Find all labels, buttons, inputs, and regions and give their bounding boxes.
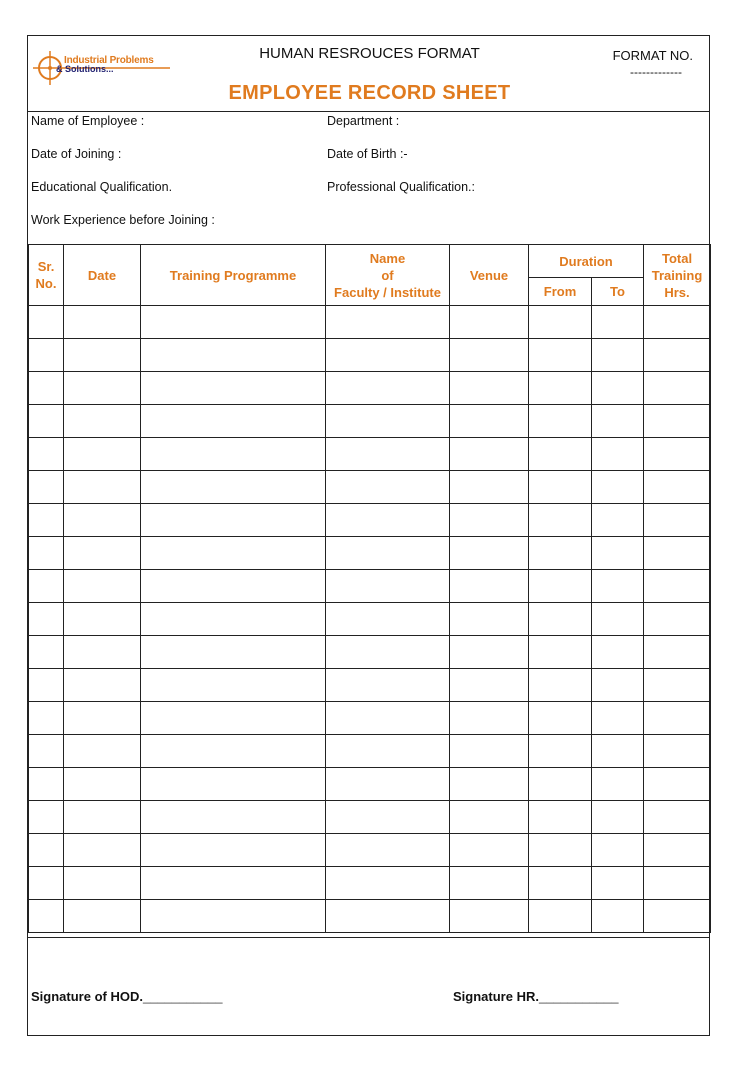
cell-venue[interactable]	[450, 405, 529, 438]
cell-sr[interactable]	[29, 405, 64, 438]
cell-to[interactable]	[592, 669, 644, 702]
cell-from[interactable]	[529, 471, 592, 504]
cell-faculty[interactable]	[326, 570, 450, 603]
table-row	[29, 504, 711, 537]
cell-date[interactable]	[64, 768, 141, 801]
cell-venue[interactable]	[450, 339, 529, 372]
cell-date[interactable]	[64, 339, 141, 372]
cell-from[interactable]	[529, 339, 592, 372]
training-table	[28, 244, 711, 933]
cell-to[interactable]	[592, 834, 644, 867]
cell-venue[interactable]	[450, 438, 529, 471]
cell-total[interactable]	[644, 636, 711, 669]
record-sheet	[27, 35, 710, 1036]
table-row	[29, 669, 711, 702]
table-row	[29, 768, 711, 801]
cell-programme[interactable]	[141, 768, 326, 801]
cell-total[interactable]	[644, 768, 711, 801]
cell-from[interactable]	[529, 867, 592, 900]
cell-from[interactable]	[529, 834, 592, 867]
cell-date[interactable]	[64, 537, 141, 570]
date-of-joining-field[interactable]: Date of Joining :	[31, 147, 122, 161]
cell-total[interactable]	[644, 669, 711, 702]
format-no-label: FORMAT NO.	[612, 48, 693, 63]
cell-venue[interactable]	[450, 669, 529, 702]
cell-total[interactable]	[644, 603, 711, 636]
header-training-programme: Training Programme	[141, 245, 326, 306]
cell-date[interactable]	[64, 867, 141, 900]
form-title: HUMAN RESROUCES FORMAT	[259, 45, 480, 62]
cell-programme[interactable]	[141, 405, 326, 438]
header-faculty-line-2: of	[381, 267, 394, 283]
cell-venue[interactable]	[450, 636, 529, 669]
cell-total[interactable]	[644, 438, 711, 471]
table-row	[29, 306, 711, 339]
professional-qualification-field[interactable]: Professional Qualification.:	[327, 180, 475, 194]
cell-faculty[interactable]	[326, 735, 450, 768]
table-row	[29, 735, 711, 768]
cell-sr[interactable]	[29, 867, 64, 900]
header-faculty	[326, 245, 450, 306]
header-from: From	[529, 278, 592, 306]
cell-to[interactable]	[592, 438, 644, 471]
table-row	[29, 900, 711, 933]
header-divider	[28, 111, 709, 112]
cell-total[interactable]	[644, 867, 711, 900]
header-total-hours	[644, 245, 711, 306]
cell-total[interactable]	[644, 504, 711, 537]
cell-date[interactable]	[64, 504, 141, 537]
cell-total[interactable]	[644, 537, 711, 570]
cell-sr[interactable]	[29, 504, 64, 537]
cell-total[interactable]	[644, 900, 711, 933]
training-table-body	[29, 306, 711, 933]
cell-total[interactable]	[644, 702, 711, 735]
cell-faculty[interactable]	[326, 504, 450, 537]
format-no-value: -------------	[630, 65, 682, 79]
sheet-title: EMPLOYEE RECORD SHEET	[228, 82, 511, 104]
cell-programme[interactable]	[141, 735, 326, 768]
signature-hr-blank: ___________	[538, 989, 619, 1004]
header-duration: Duration	[529, 245, 644, 278]
cell-date[interactable]	[64, 570, 141, 603]
cell-from[interactable]	[529, 669, 592, 702]
cell-programme[interactable]	[141, 438, 326, 471]
cell-date[interactable]	[64, 834, 141, 867]
cell-sr[interactable]	[29, 537, 64, 570]
cell-venue[interactable]	[450, 768, 529, 801]
table-row	[29, 801, 711, 834]
cell-date[interactable]	[64, 636, 141, 669]
cell-sr[interactable]	[29, 900, 64, 933]
cell-total[interactable]	[644, 735, 711, 768]
cell-venue[interactable]	[450, 306, 529, 339]
cell-sr[interactable]	[29, 471, 64, 504]
footer-divider	[28, 937, 709, 938]
table-row	[29, 405, 711, 438]
cell-from[interactable]	[529, 603, 592, 636]
cell-to[interactable]	[592, 372, 644, 405]
cell-total[interactable]	[644, 372, 711, 405]
cell-from[interactable]	[529, 537, 592, 570]
cell-date[interactable]	[64, 900, 141, 933]
table-row	[29, 603, 711, 636]
cell-to[interactable]	[592, 306, 644, 339]
cell-to[interactable]	[592, 768, 644, 801]
cell-programme[interactable]	[141, 702, 326, 735]
cell-from[interactable]	[529, 438, 592, 471]
educational-qualification-field[interactable]: Educational Qualification.	[31, 180, 173, 194]
cell-from[interactable]	[529, 372, 592, 405]
cell-venue[interactable]	[450, 537, 529, 570]
cell-faculty[interactable]	[326, 306, 450, 339]
table-row	[29, 702, 711, 735]
cell-date[interactable]	[64, 372, 141, 405]
cell-to[interactable]	[592, 504, 644, 537]
signature-hr[interactable]	[453, 989, 619, 1004]
cell-sr[interactable]	[29, 570, 64, 603]
cell-total[interactable]	[644, 471, 711, 504]
cell-to[interactable]	[592, 471, 644, 504]
cell-to[interactable]	[592, 405, 644, 438]
cell-from[interactable]	[529, 306, 592, 339]
cell-venue[interactable]	[450, 702, 529, 735]
cell-sr[interactable]	[29, 669, 64, 702]
cell-faculty[interactable]	[326, 405, 450, 438]
header-total-line-3: Hrs.	[664, 284, 690, 300]
signature-hod[interactable]	[31, 989, 222, 1004]
cell-to[interactable]	[592, 867, 644, 900]
table-row	[29, 570, 711, 603]
cell-venue[interactable]	[450, 801, 529, 834]
cell-venue[interactable]	[450, 372, 529, 405]
table-row	[29, 438, 711, 471]
signature-hod-blank: ___________	[142, 989, 223, 1004]
cell-sr[interactable]	[29, 372, 64, 405]
cell-programme[interactable]	[141, 504, 326, 537]
date-of-birth-field[interactable]: Date of Birth :-	[327, 147, 408, 161]
cell-total[interactable]	[644, 834, 711, 867]
table-row	[29, 636, 711, 669]
signature-hr-label: Signature HR.	[453, 989, 539, 1004]
cell-programme[interactable]	[141, 636, 326, 669]
cell-programme[interactable]	[141, 537, 326, 570]
cell-programme[interactable]	[141, 834, 326, 867]
cell-sr[interactable]	[29, 603, 64, 636]
cell-to[interactable]	[592, 537, 644, 570]
cell-from[interactable]	[529, 768, 592, 801]
cell-date[interactable]	[64, 471, 141, 504]
header-date: Date	[64, 245, 141, 306]
header-to: To	[592, 278, 644, 306]
cell-from[interactable]	[529, 801, 592, 834]
cell-sr[interactable]	[29, 339, 64, 372]
header-faculty-line-3: Faculty / Institute	[334, 284, 441, 300]
cell-venue[interactable]	[450, 471, 529, 504]
cell-from[interactable]	[529, 504, 592, 537]
table-row	[29, 372, 711, 405]
cell-to[interactable]	[592, 570, 644, 603]
cell-from[interactable]	[529, 735, 592, 768]
cell-date[interactable]	[64, 405, 141, 438]
cell-date[interactable]	[64, 801, 141, 834]
signature-hod-label: Signature of HOD.	[31, 989, 143, 1004]
logo-line-2: & Solutions...	[56, 64, 114, 74]
cell-faculty[interactable]	[326, 900, 450, 933]
cell-faculty[interactable]	[326, 471, 450, 504]
cell-faculty[interactable]	[326, 438, 450, 471]
header-total-line-1: Total	[661, 250, 693, 266]
header-total-line-2: Training	[651, 267, 703, 283]
table-row	[29, 834, 711, 867]
cell-programme[interactable]	[141, 570, 326, 603]
cell-faculty[interactable]	[326, 669, 450, 702]
cell-programme[interactable]	[141, 471, 326, 504]
cell-from[interactable]	[529, 702, 592, 735]
header-venue: Venue	[450, 245, 529, 306]
cell-from[interactable]	[529, 900, 592, 933]
cell-faculty[interactable]	[326, 834, 450, 867]
cell-faculty[interactable]	[326, 636, 450, 669]
cell-from[interactable]	[529, 570, 592, 603]
cell-programme[interactable]	[141, 339, 326, 372]
header-faculty-line-1: Name	[369, 250, 406, 266]
cell-programme[interactable]	[141, 669, 326, 702]
cell-to[interactable]	[592, 900, 644, 933]
logo-line-1: Industrial Problems	[64, 55, 154, 66]
cell-programme[interactable]	[141, 372, 326, 405]
cell-to[interactable]	[592, 702, 644, 735]
cell-sr[interactable]	[29, 438, 64, 471]
cell-faculty[interactable]	[326, 768, 450, 801]
cell-programme[interactable]	[141, 867, 326, 900]
cell-programme[interactable]	[141, 900, 326, 933]
cell-programme[interactable]	[141, 801, 326, 834]
cell-to[interactable]	[592, 603, 644, 636]
cell-date[interactable]	[64, 603, 141, 636]
cell-date[interactable]	[64, 735, 141, 768]
cell-venue[interactable]	[450, 834, 529, 867]
cell-date[interactable]	[64, 702, 141, 735]
cell-venue[interactable]	[450, 504, 529, 537]
cell-date[interactable]	[64, 438, 141, 471]
cell-faculty[interactable]	[326, 537, 450, 570]
cell-total[interactable]	[644, 306, 711, 339]
cell-programme[interactable]	[141, 306, 326, 339]
cell-venue[interactable]	[450, 603, 529, 636]
cell-sr[interactable]	[29, 768, 64, 801]
cell-total[interactable]	[644, 339, 711, 372]
cell-venue[interactable]	[450, 867, 529, 900]
cell-sr[interactable]	[29, 801, 64, 834]
work-experience-field[interactable]: Work Experience before Joining :	[31, 213, 215, 227]
cell-sr[interactable]	[29, 306, 64, 339]
cell-date[interactable]	[64, 669, 141, 702]
cell-total[interactable]	[644, 801, 711, 834]
cell-venue[interactable]	[450, 570, 529, 603]
cell-to[interactable]	[592, 801, 644, 834]
cell-from[interactable]	[529, 405, 592, 438]
cell-to[interactable]	[592, 339, 644, 372]
cell-date[interactable]	[64, 306, 141, 339]
employee-name-field[interactable]: Name of Employee :	[31, 114, 145, 128]
cell-venue[interactable]	[450, 735, 529, 768]
table-row	[29, 471, 711, 504]
cell-faculty[interactable]	[326, 603, 450, 636]
cell-faculty[interactable]	[326, 372, 450, 405]
table-row	[29, 537, 711, 570]
cell-to[interactable]	[592, 735, 644, 768]
department-field[interactable]: Department :	[327, 114, 400, 128]
cell-faculty[interactable]	[326, 801, 450, 834]
cell-total[interactable]	[644, 570, 711, 603]
table-row	[29, 867, 711, 900]
cell-programme[interactable]	[141, 603, 326, 636]
cell-faculty[interactable]	[326, 867, 450, 900]
cell-sr[interactable]	[29, 702, 64, 735]
cell-sr[interactable]	[29, 834, 64, 867]
cell-faculty[interactable]	[326, 339, 450, 372]
cell-sr[interactable]	[29, 636, 64, 669]
cell-total[interactable]	[644, 405, 711, 438]
cell-to[interactable]	[592, 636, 644, 669]
table-row	[29, 339, 711, 372]
cell-from[interactable]	[529, 636, 592, 669]
cell-venue[interactable]	[450, 900, 529, 933]
cell-faculty[interactable]	[326, 702, 450, 735]
cell-sr[interactable]	[29, 735, 64, 768]
header-sr-no: Sr. No.	[29, 245, 64, 306]
